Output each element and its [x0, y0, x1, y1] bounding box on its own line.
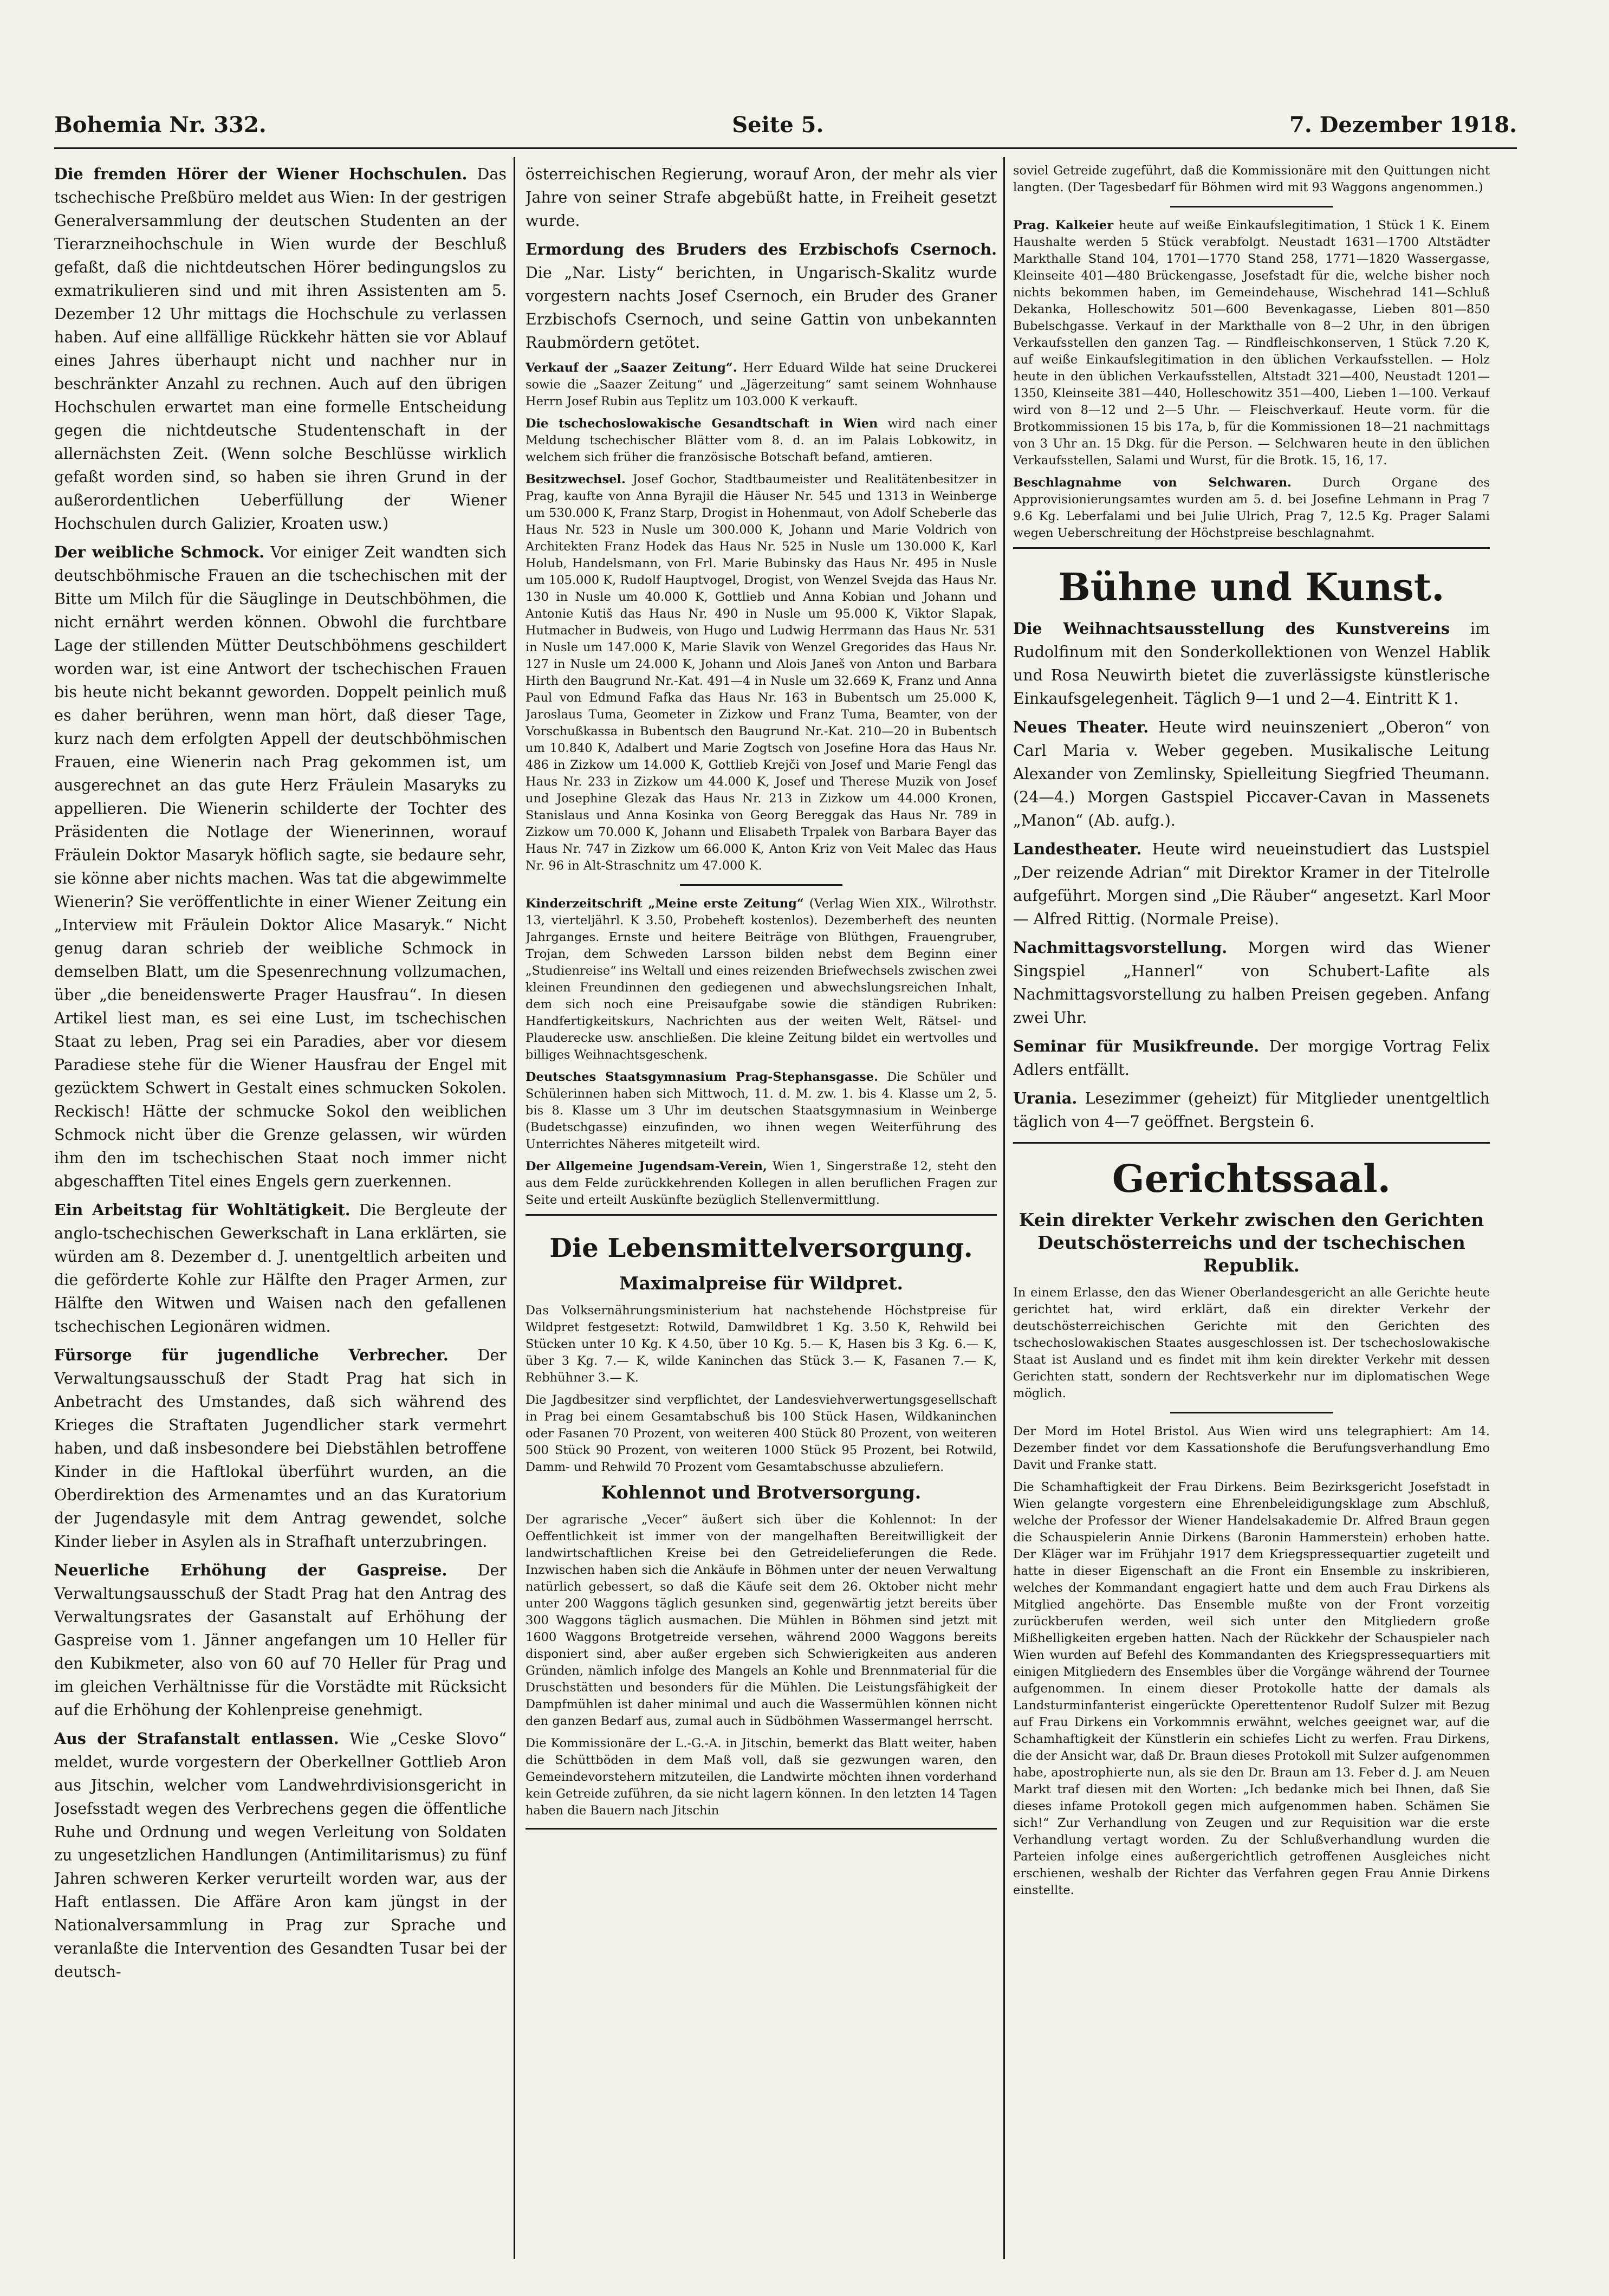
article-body: Wien 1, Singerstraße 12, steht den aus dem Felde zurückkehrenden Kollegen in allen beruflichen Fragen zur Seite und erteilt Auskünfte bezüglich Stellenvermittlung.	[525, 1159, 997, 1207]
article-headline: Besitzwechsel.	[525, 472, 626, 487]
article-body: wird nach einer Meldung tschechischer Blätter vom 8. d. an im Palais Lobkowitz, in welchem sich früher die französische Botschaft befand, amtieren.	[525, 417, 997, 464]
article	[1013, 163, 1490, 196]
article-headline: Die fremden Hörer der Wiener Hochschulen.	[54, 165, 468, 183]
article-headline: Urania.	[1013, 1089, 1078, 1107]
section-subtitle: Kein direkter Verkehr zwischen den Gerichten Deutschösterreichs und der tschechischen Republik.	[1018, 1209, 1484, 1276]
article-headline: Fürsorge für jugendliche Verbrecher.	[54, 1346, 449, 1364]
column-3	[1013, 163, 1490, 2259]
section-paragraph: Die Schamhaftigkeit der Frau Dirkens. Beim Bezirksgericht Josefstadt in Wien gelangte vorgestern eine Ehrenbeleidigungsklage zum Abschluß, welche der Professor der Wiener Handelsakademie Dr. Alfred Braun gegen die Schauspielerin Annie Dirkens (Baronin Hammerstein) erhoben hatte. Der Kläger war im Frühjahr 1917 dem Kriegspressequartier zugeteilt und hatte in dieser Eigenschaft an die Front ein Ensemble zu inskribieren, welches der Kommandant engagiert hatte und dem auch Frau Dirkens als Mitglied angehörte. Das Ensemble mußte von der Front vorzeitig zurückberufen werden, weil sich unter den Mitgliedern große Mißhelligkeiten ergeben hatten. Nach der Rückkehr der Schauspieler nach Wien wurden auf Befehl des Kommandanten des Kriegspressequartiers mit einigen Mitgliedern des Ensembles über die Vorgänge während der Tournee aufgenommen. In einem dieser Protokolle hatte der damals als Landsturminfanterist eingerückte Operettentenor Rudolf Sulzer mit Bezug auf Frau Dirkens ein Vorkommnis erwähnt, welches geeignet war, auf die Schamhaftigkeit der Künstlerin ein schiefes Licht zu werfen. Frau Dirkens, die der Ansicht war, daß Dr. Braun dieses Protokoll mit Sulzer aufgenommen habe, apostrophierte nun, als sie den Dr. Braun am 13. Feber d. J. am Neuen Markt traf diesen mit den Worten: „Ich bedanke mich bei Ihnen, daß Sie dieses infame Protokoll gegen mich aufgenommen haben. Schämen Sie sich!“ Zur Verhandlung von Zeugen und zur Requisition war die erste Verhandlung vertagt worden. Zu der Schlußverhandlung wurden die Parteien infolge eines außergerichtlich getroffenen Ausgleiches nicht erschienen, weshalb der Richter das Verfahren gegen Frau Annie Dirkens einstellte.	[1013, 1480, 1490, 1897]
article-body: Heute wird neueinstudiert das Lustspiel „Der reizende Adrian“ mit Direktor Kramer in der Titelrolle aufgeführt. Morgen sind „Die Räuber“ angesetzt. Karl Moor — Alfred Rittig. (Normale Preise).	[1013, 840, 1490, 928]
article	[525, 416, 997, 466]
article-headline: Die tschechoslowakische Gesandtschaft in Wien	[525, 417, 878, 431]
section-paragraph: Die Kommissionäre der L.-G.-A. in Jitschin, bemerkt das Blatt weiter, haben die Schüttböden in dem Maß voll, daß sie gezwungen waren, den Gemeindevorstehern mitzuteilen, die Landwirte möchten ihnen vorderhand kein Getreide zuführen, da sie nicht lagern können. In den letzten 14 Tagen haben die Bauern nach Jitschin	[525, 1736, 997, 1818]
article-body: Vor einiger Zeit wandten sich deutschböhmische Frauen an die tschechischen mit der Bitte um Milch für die Säuglinge in Deutschböhmen, die nicht ernährt werden können. Obwohl die furchtbare Lage der stillenden Mütter Deutschböhmens geschildert worden war, ist eine Antwort der tschechischen Frauen bis heute nicht bekannt geworden. Doppelt peinlich muß es daher berühren, wenn man hört, daß dieser Tage, kurz nach dem erfolgten Appell der deutschböhmischen Frauen, eine Wienerin nach Prag gekommen ist, um ausgerechnet an das gute Herz Fräulein Masaryks zu appellieren. Die Wienerin schilderte der Tochter des Präsidenten die Notlage der Wienerinnen, worauf Fräulein Doktor Masaryk höflich sagte, sie bedaure sehr, sie könne aber nichts machen. Was tat die abgewimmelte Wienerin? Sie veröffentlichte in einer Wiener Zeitung ein „Interview mit Fräulein Doktor Alice Masaryk.“ Nicht genug daran schrieb der weibliche Schmock in demselben Blatt, um die Spesenrechnung vollzumachen, über „die beneidenswerte Prager Hausfrau“. In diesen Artikel liest man, es sei eine Lust, im tschechischen Staat zu leben, Prag sei ein Paradies, aber vor diesem Paradiese stehe für die Wiener Hausfrau der Engel mit gezücktem Schwert in Gestalt eines schmucken Sokolen. Reckisch! Hätte der schmucke Sokol den weiblichen Schmock nicht über die Grenze gelassen, wir würden ihm den im tschechischen Staat noch immer nicht abgeschafften Titel eines Engels gern zuerkennen.	[54, 543, 507, 1190]
article	[54, 541, 507, 1193]
article-body: soviel Getreide zugeführt, daß die Kommissionäre mit den Quittungen nicht langten. (Der Tagesbedarf für Böhmen wird mit 93 Waggons angenommen.)	[1013, 164, 1490, 194]
masthead	[54, 103, 1517, 146]
article-body: Heute wird neuinszeniert „Oberon“ von Carl Maria v. Weber gegeben. Musikalische Leitung Alexander von Zemlinsky, Spielleitung Siegfried Theumann. (24—4.) Morgen Gastspiel Piccaver-Cavan in Massenets „Manon“ (Ab. aufg.).	[1013, 718, 1490, 829]
article	[1013, 217, 1490, 469]
article-headline: Nachmittagsvorstellung.	[1013, 938, 1228, 957]
article-body: Wie „Ceske Slovo“ meldet, wurde vorgestern der Oberkellner Gottlieb Aron aus Jitschin, welcher vom Landwehrdivisionsgericht in Josefsstadt wegen des Verbrechens gegen die öffentliche Ruhe und Ordnung und wegen Verleitung von Soldaten zu ungesetzlichen Handlungen (Antimilitarismus) zu fünf Jahren schweren Kerker verurteilt worden war, aus der Haft entlassen. Die Affäre Aron kam jüngst in der Nationalversammlung in Prag zur Sprache und veranlaßte die Intervention des Gesandten Tusar bei der deutsch-	[54, 1730, 507, 1981]
article-body: Der Verwaltungsausschuß der Stadt Prag hat sich in Anbetracht des Umstandes, daß sich während des Krieges die Straftaten Jugendlicher stark vermehrt haben, und daß insbesondere bei Diebstählen betroffene Kinder in die Haftlokal überführt wurden, an die Oberdirektion des Armenamtes und an das Kuratorium der Jugendasyle mit dem Antrag gewendet, solche Kinder lieber in Asylen als in Strafhaft unterzubringen.	[54, 1346, 507, 1551]
article-headline: Kinderzeitschrift „Meine erste Zeitung“	[525, 897, 804, 911]
section-subtitle: Kohlennot und Brotversorgung.	[601, 1482, 922, 1503]
article	[54, 1727, 507, 1983]
section-title: Gerichtssaal.	[1112, 1156, 1391, 1201]
food-supply-section	[525, 1214, 997, 1830]
article	[525, 1069, 997, 1153]
article-body: Die Schüler und Schülerinnen haben sich Mittwoch, 11. d. M. zw. 1. bis 4. Klasse um 2, 5. bis 8. Klasse um 3 Uhr im deutschen Staatsgymnasium in Weinberge (Budetschgasse) einzufinden, wo ihnen wegen Weiterführung des Unterrichtes Näheres mitgeteilt wird.	[525, 1070, 997, 1151]
article-body: Josef Gochor, Stadtbaumeister und Realitätenbesitzer in Prag, kaufte von Anna Byrajil die Häuser Nr. 545 und 1313 in Weinberge um 530.000 K, Franz Starp, Drogist in Hohenmaut, von Adolf Scheberle das Haus Nr. 523 in Nusle um 300.000 K, Johann und Marie Voldrich von Architekten Franz Hodek das Haus Nr. 525 in Nusle um 130.000 K, Karl Holub, Handelsmann, von Frl. Marie Bubinsky das Haus Nr. 495 in Nusle um 105.000 K, Rudolf Hauptvogel, Drogist, von Wenzel Svejda das Haus Nr. 130 in Nusle um 40.000 K, Gottlieb und Anna Kobian und Johann und Antonie Kutiš das Haus Nr. 490 in Nusle um 95.000 K, Viktor Slapak, Hutmacher in Budweis, von Hugo und Ludwig Herrmann das Haus Nr. 531 in Nusle um 147.000 K, Marie Slavik von Wenzel Gregorides das Haus Nr. 127 in Nusle um 24.000 K, Johann und Alois Janeš von Anton und Barbara Hirth den Baugrund Nr.-Kat. 491—4 in Nusle um 32.669 K, Franz und Anna Paul von Edmund Fafka das Haus Nr. 163 in Bubentsch um 25.000 K, Jaroslaus Tuma, Geometer in Zizkow und Franz Tuma, Beamter, von der Vorschußkassa in Bubentsch den Baugrund Nr.-Kat. 210—20 in Bubentsch um 10.840 K, Adalbert und Marie Zogtsch von Josefine Hora das Haus Nr. 486 in Zizkow um 14.000 K, Gottlieb Krejči von Josef und Marie Fengl das Haus Nr. 233 in Zizkow um 44.000 K, Josef und Therese Muzik von Josef und Josephine Glezak das Haus Nr. 213 in Zizkow um 44.000 Kronen, Stanislaus und Anna Kosinka von Georg Bereggak das Haus Nr. 789 in Zizkow um 70.000 K, Johann und Elisabeth Trpalek von Barbara Bayer das Haus Nr. 747 in Zizkow um 66.000 K, Anton Kriz von Veit Malec das Haus Nr. 96 in Alt-Straschnitz um 47.000 K.	[525, 472, 997, 873]
column-divider-2	[1003, 157, 1005, 2259]
article	[525, 471, 997, 874]
court-section	[1013, 1157, 1490, 1899]
article-body: Die Bergleute der anglo-tschechischen Gewerkschaft in Lana erklärten, sie würden am 8. Dezember d. J. unentgeltlich arbeiten und die geförderte Kohle zur Hälfte den Prager Armen, zur Hälfte den Witwen und Waisen nach den gefallenen tschechischen Legionären widmen.	[54, 1201, 507, 1335]
article-body: Das tschechische Preßbüro meldet aus Wien: In der gestrigen Generalversammlung der deutschen Studenten an der Tierarzneihochschule in Wien wurde der Beschluß gefaßt, daß die nichtdeutschen Hörer bedingungslos zu exmatrikulieren sind und mit ihren Assistenten am 5. Dezember 12 Uhr mittags die Hochschule zu verlassen haben. Auf eine allfällige Rückkehr hätten sie vor Ablauf eines Jahres überhaupt nicht und nachher nur in beschränkter Anzahl zu rechnen. Auch auf den übrigen Hochschulen erwartet man eine formelle Entscheidung gegen die nichtdeutsche Studentenschaft in der allernächsten Zeit. (Wenn solche Beschlüsse wirklich gefaßt worden sind, so haben sie ihren Grund in der außerordentlichen Ueberfüllung der Wiener Hochschulen durch Galizier, Kroaten usw.)	[54, 165, 507, 533]
article	[1013, 617, 1490, 710]
article	[525, 360, 997, 410]
article-body: Lesezimmer (geheizt) für Mitglieder unentgeltlich täglich von 4—7 geöffnet. Bergstein 6.	[1013, 1089, 1490, 1131]
article	[1013, 716, 1490, 832]
article-headline: Aus der Strafanstalt entlassen.	[54, 1729, 339, 1748]
article-headline: Der Allgemeine Jugendsam-Verein,	[525, 1159, 767, 1173]
column-divider-1	[514, 157, 515, 2259]
section-paragraph: Der Mord im Hotel Bristol. Aus Wien wird uns telegraphiert: Am 14. Dezember findet vor dem Kassationshofe die Berufungsverhandlung Emo Davit und Franke statt.	[1013, 1424, 1490, 1472]
article	[1013, 475, 1490, 542]
article	[54, 1559, 507, 1722]
separator-rule	[1170, 206, 1333, 207]
article-headline: Deutsches Staatsgymnasium Prag-Stephansgasse.	[525, 1070, 878, 1084]
article-body: Die „Nar. Listy“ berichten, in Ungarisch-Skalitz wurde vorgestern nachts Josef Csernoch, ein Bruder des Graner Erzbischofs Csernoch, und seine Gattin von unbekannten Raubmördern getötet.	[525, 264, 997, 352]
article	[525, 896, 997, 1063]
article-body: (Verlag Wien XIX., Wilrothstr. 13, vierteljährl. K 3.50, Probeheft kostenlos). Dezemberheft des neunten Jahrganges. Ernste und heitere Beiträge von Blüthgen, Frauengruber, Trojan, dem Schweden Larsson bilden nebst dem Beginn einer „Studienreise“ ins Weltall und eines reizenden Briefwechsels zwischen zwei kleinen Freundinnen den gediegenen und abwechslungsreichen Inhalt, dem sich noch eine Preisaufgabe sowie die ständigen Rubriken: Handfertigkeitskurs, Nachrichten aus der weiten Welt, Rätsel- und Plauderecke usw. anschließen. Die kleine Zeitung bildet ein wertvolles und billiges Weihnachtsgeschenk.	[525, 897, 997, 1062]
section-title: Die Lebensmittelversorgung.	[549, 1233, 973, 1263]
article-body: Herr Eduard Wilde hat seine Druckerei sowie die „Saazer Zeitung“ und „Jägerzeitung“ samt seinem Wohnhause Herrn Josef Rubin aus Teplitz um 103.000 K verkauft.	[525, 361, 997, 408]
article-headline: Landestheater.	[1013, 840, 1142, 858]
paper-issue: Bohemia Nr. 332.	[54, 112, 267, 138]
article-headline: Ein Arbeitstag für Wohltätigkeit.	[54, 1201, 351, 1219]
article	[54, 163, 507, 535]
issue-date: 7. Dezember 1918.	[1289, 112, 1517, 138]
article	[1013, 1035, 1490, 1081]
article-body: österreichischen Regierung, worauf Aron, der mehr als vier Jahre von seiner Strafe abgebüßt hatte, in Freiheit gesetzt wurde.	[525, 165, 997, 230]
article-headline: Neuerliche Erhöhung der Gaspreise.	[54, 1561, 447, 1579]
section-paragraph: Der agrarische „Vecer“ äußert sich über die Kohlennot: In der Oeffentlichkeit ist immer von der mangelhaften Bereitwilligkeit der landwirtschaftlichen Kreise bei den Getreidelieferungen die Rede. Inzwischen haben sich die Ankäufe in Böhmen unter der neuen Verwaltung natürlich gebessert, so daß die Käufe seit dem 26. Oktober nicht mehr unter 200 Waggons täglich gesunken sind, gegenwärtig jetzt bereits über 300 Waggons täglich ausmachen. Die Mühlen in Böhmen sind jetzt mit 1600 Waggons Brotgetreide versehen, während 2000 Waggons bereits disponiert sind, aber außer ergeben sich Schwierigkeiten aus anderen Gründen, nämlich infolge des Mangels an Kohle und Brennmaterial für die Druschstätten und besonders für die Mühlen. Die Leistungsfähigkeit der Dampfmühlen ist daher minimal und auch die Wassermühlen können nicht den ganzen Bedarf aus, zumal auch in Südböhmen Wassermangel herrscht.	[525, 1513, 997, 1728]
article-headline: Ermordung des Bruders des Erzbischofs Csernoch.	[525, 240, 997, 258]
article-body: Der Verwaltungsausschuß der Stadt Prag hat den Antrag des Verwaltungsrates der Gasanstalt auf Erhöhung der Gaspreise vom 1. Jänner angefangen um 10 Heller für den Kubikmeter, also von 60 auf 70 Heller für Prag und im gleichen Verhältnisse für die Vorstädte mit Rücksicht auf die Erhöhung der Kohlenpreise genehmigt.	[54, 1561, 507, 1719]
section-paragraph: Das Volksernährungsministerium hat nachstehende Höchstpreise für Wildpret festgesetzt: Rotwild, Damwildbret 1 Kg. 3.50 K, Rehwild bei Stücken unter 10 Kg. K 4.50, über 10 Kg. 5.— K, Hasen bis 3 Kg. 6.— K, über 3 Kg. 7.— K, wilde Kaninchen das Stück 3.— K, Fasanen 7.— K, Rebhühner 3.— K.	[525, 1303, 997, 1385]
article-headline: Beschlagnahme von Selchwaren.	[1013, 476, 1292, 490]
article-headline: Die Weihnachtsausstellung des Kunstvereins	[1013, 619, 1450, 638]
column-2	[525, 163, 997, 2259]
section-title: Bühne und Kunst.	[1058, 565, 1445, 609]
article	[525, 163, 997, 232]
article-body: Der morgige Vortrag Felix Adlers entfällt.	[1013, 1037, 1490, 1079]
article-headline: Der weibliche Schmock.	[54, 543, 265, 561]
article-headline: Seminar für Musikfreunde.	[1013, 1037, 1260, 1055]
article-body: Morgen wird das Wiener Singspiel „Hannerl“ von Schubert-Lafite als Nachmittagsvorstellung zu halben Preisen gegeben. Anfang zwei Uhr.	[1013, 939, 1490, 1027]
article	[525, 1158, 997, 1209]
stage-and-art-section	[1013, 547, 1490, 1144]
article-body: Durch Organe des Approvisionierungsamtes wurden am 5. d. bei Josefine Lehmann in Prag 7 9.6 Kg. Leberfalami und bei Julie Ulrich, Prag 7, 12.5 Kg. Prager Salami wegen Ueberschreitung der Höchstpreise beschlagnahmt.	[1013, 476, 1490, 540]
separator-rule	[1170, 1412, 1333, 1413]
article-headline: Neues Theater.	[1013, 718, 1149, 736]
column-1	[54, 163, 507, 2259]
article-body: im Rudolfinum mit den Sonderkollektionen von Wenzel Hablik und Rosa Neuwirth bietet die zuverlässigste künstlerische Einkaufsgelegenheit. Täglich 9—1 und 2—4. Eintritt K 1.	[1013, 620, 1490, 708]
masthead-rule	[54, 147, 1517, 149]
section-paragraph: In einem Erlasse, den das Wiener Oberlandesgericht an alle Gerichte heute gerichtet hat, wird erklärt, daß ein direkter Verkehr der deutschösterreichischen Gerichte mit den Gerichten des tschechoslowakischen Staates ausgeschlossen ist. Der tschechoslowakische Staat ist Ausland und es findet mit ihm kein direkter Verkehr mit dessen Gerichten statt, sondern der Rechtsverkehr nur im diplomatischen Wege möglich.	[1013, 1286, 1490, 1400]
article	[54, 1344, 507, 1553]
article	[1013, 838, 1490, 931]
separator-rule	[680, 884, 842, 886]
section-subtitle: Maximalpreise für Wildpret.	[619, 1273, 903, 1294]
article-headline: Verkauf der „Saazer Zeitung“.	[525, 361, 737, 375]
article-headline: Prag. Kalkeier	[1013, 218, 1114, 232]
article	[54, 1198, 507, 1338]
article	[1013, 936, 1490, 1029]
page-number: Seite 5.	[732, 112, 824, 138]
article	[1013, 1087, 1490, 1133]
section-paragraph: Die Jagdbesitzer sind verpflichtet, der Landesviehverwertungsgesellschaft in Prag bei einem Gesamtabschuß bis 100 Stück Hasen, Wildkaninchen oder Fasanen 70 Prozent, von weiteren 400 Stück 80 Prozent, von weiteren 500 Stück 90 Prozent, von weiteren 1000 Stück 95 Prozent, bei Rotwild, Damm- und Rehwild 70 Prozent vom Gesamtabschusse abzuliefern.	[525, 1393, 997, 1474]
article	[525, 238, 997, 354]
article-body: heute auf weiße Einkaufslegitimation, 1 Stück 1 K. Einem Haushalte werden 5 Stück verabfolgt. Neustadt 1631—1700 Altstädter Markthalle Stand 104, 1701—1770 Stand 258, 1771—1820 Wassergasse, Kleinseite 401—480 Brückengasse, Josefstadt für die, welche bisher noch nichts bekommen haben, im Gemeindehause, Wischehrad 141—Schluß Dekanka, Holleschowitz 501—600 Bevenkagasse, Lieben 801—850 Bubelschgasse. Verkauf in der Markthalle von 8—2 Uhr, in den übrigen Verkaufsstellen den ganzen Tag. — Rindfleischkonserven, 1 Stück 7.20 K, auf weiße Einkaufslegitimation in den üblichen Verkaufsstellen. — Holz heute in den üblichen Verkaufsstellen, Altstadt 321—400, Neustadt 1201—1350, Kleinseite 381—440, Holleschowitz 351—400, Lieben 1—100. Verkauf wird von 8—12 und 2—5 Uhr. — Fleischverkauf. Heute vorm. für die Brotkommissionen 15 bis 17a, b, für die Kommissionen 18—21 nachmittags von 3 Uhr an. 15 Dkg. für die Person. — Selchwaren heute in den üblichen Verkaufsstellen, Salami und Wurst, für die Brotk. 15, 16, 17.	[1013, 218, 1490, 468]
